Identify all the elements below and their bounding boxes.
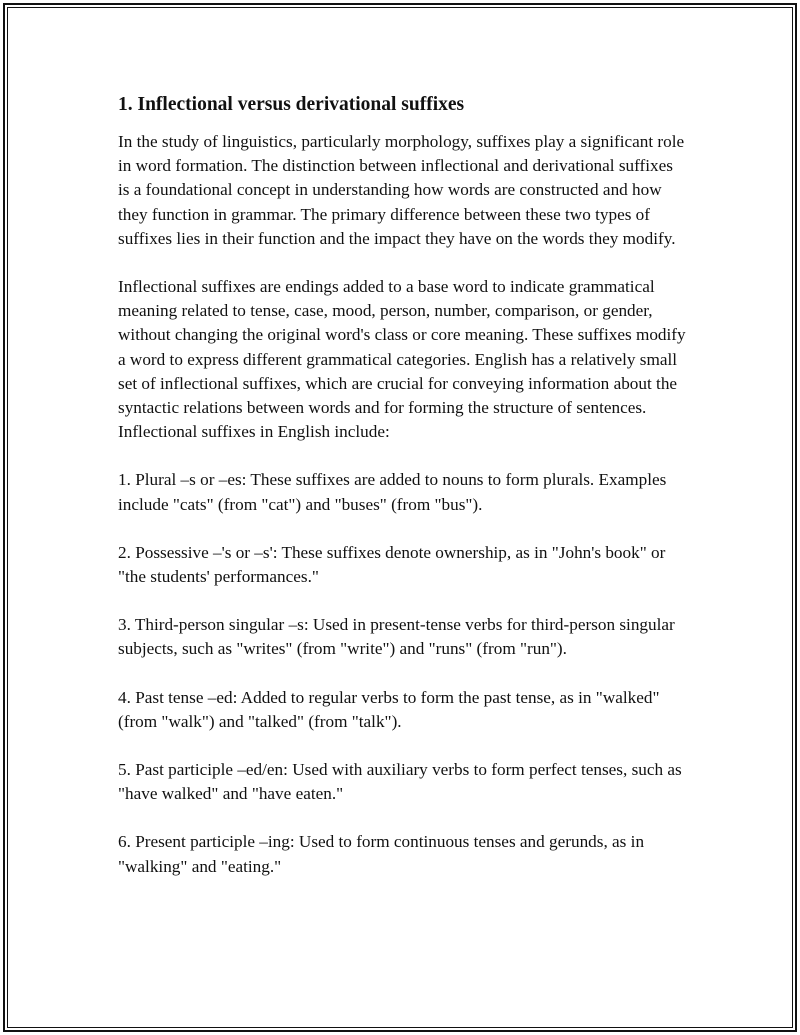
list-item-plural: 1. Plural –s or –es: These suffixes are added to nouns to form plurals. Examples include "cats" (from "cat") and "buses" (from "bus"). — [118, 470, 667, 514]
list-item-third-person-singular: 3. Third-person singular –s: Used in present-tense verbs for third-person singular subjects, such as "writes" (from "write") and "runs" (from "run"). — [118, 615, 675, 659]
paragraph-intro: In the study of linguistics, particularly morphology, suffixes play a significant role in word formation. The distinction between inflectional and derivational suffixes is a foundational concept in understanding how words are constructed and how they function in grammar. The primary difference between these two types of suffixes lies in their function and the impact they have on the words they modify. — [118, 132, 685, 248]
list-item-past-participle: 5. Past participle –ed/en: Used with auxiliary verbs to form perfect tenses, such as "have walked" and "have eaten." — [118, 760, 682, 804]
paragraph-inflectional-definition: Inflectional suffixes are endings added to a base word to indicate grammatical meaning related to tense, case, mood, person, number, comparison, or gender, without changing the original word's class or core meaning. These suffixes modify a word to express different grammatical categories. English has a relatively small set of inflectional suffixes, which are crucial for conveying information about the syntactic relations between words and for forming the structure of sentences. Inflectional suffixes in English include: — [118, 277, 686, 442]
list-item-present-participle: 6. Present participle –ing: Used to form continuous tenses and gerunds, as in "walking" and "eating." — [118, 832, 645, 876]
list-item-possessive: 2. Possessive –'s or –s': These suffixes denote ownership, as in "John's book" or "the students' performances." — [118, 542, 666, 587]
document-body — [118, 92, 688, 903]
section-heading: 1. Inflectional versus derivational suffixes — [118, 94, 465, 115]
list-item-past-tense: 4. Past tense –ed: Added to regular verbs to form the past tense, as in "walked" (from "walk") and "talked" (from "talk"). — [118, 687, 660, 731]
